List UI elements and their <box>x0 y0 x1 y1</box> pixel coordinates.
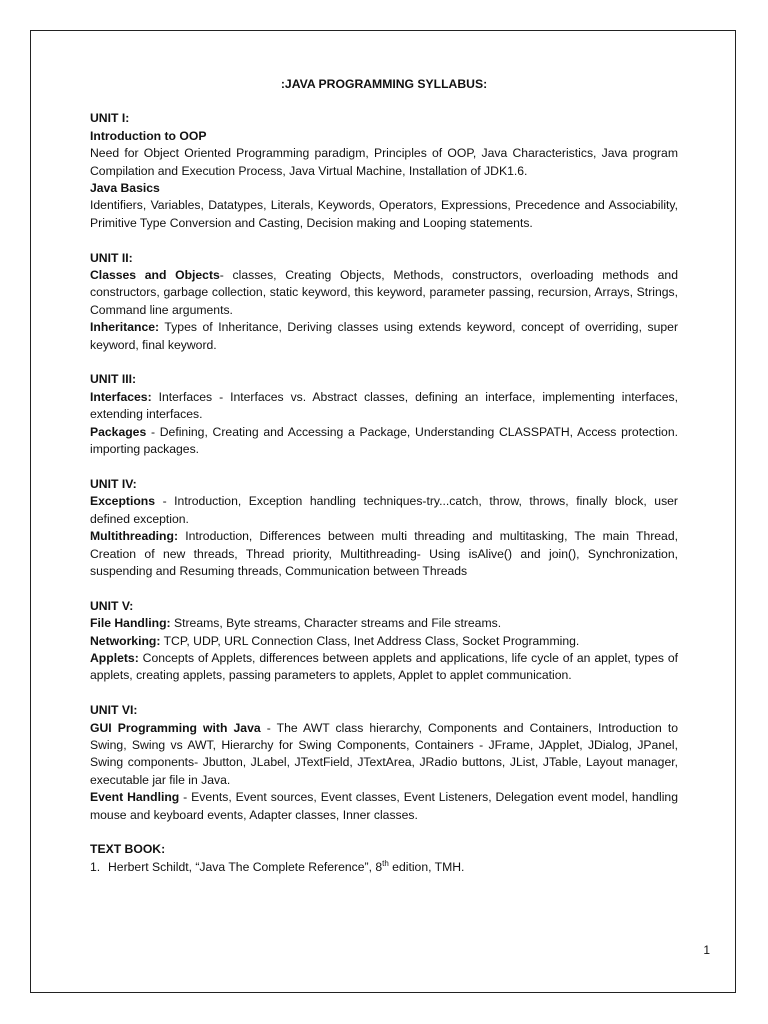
textbook-item-number: 1. <box>90 859 101 874</box>
textbook-citation: Herbert Schildt, “Java The Complete Reference”, 8 <box>108 859 383 874</box>
section-gui-programming <box>90 720 678 790</box>
section-label: Classes and Objects <box>90 268 220 283</box>
textbook-citation-end: edition, TMH. <box>388 859 465 874</box>
section-label: Inheritance: <box>90 320 160 335</box>
section-label: Multithreading: <box>90 529 179 544</box>
unit-heading: UNIT V: <box>90 598 134 613</box>
unit-6 <box>90 702 678 824</box>
section-multithreading <box>90 528 678 580</box>
textbook-section <box>90 841 678 876</box>
section-inheritance <box>90 319 678 354</box>
section-label: File Handling: <box>90 616 171 631</box>
textbook-heading: TEXT BOOK: <box>90 842 166 857</box>
section-text: Introduction, Differences between multi threading and multitasking, The main Thread, Creation of new threads, Thread priority, Multithreading- Using isAlive() and join(), Synchronization, suspending and Resuming threads, Communication between Threads <box>90 529 678 578</box>
section-classes-objects <box>90 267 678 319</box>
syllabus-content <box>90 76 678 876</box>
section-text: TCP, UDP, URL Connection Class, Inet Address Class, Socket Programming. <box>160 633 580 648</box>
unit-heading: UNIT I: <box>90 111 130 126</box>
page-number: 1 <box>703 943 710 957</box>
section-label: GUI Programming with Java <box>90 720 261 735</box>
section-text: - Defining, Creating and Accessing a Package, Understanding CLASSPATH, Access protection. importing packages. <box>90 424 678 457</box>
section-text: Streams, Byte streams, Character streams and File streams. <box>170 616 502 631</box>
section-text: - The AWT class hierarchy, Components and Containers, Introduction to Swing, Swing vs AWT, Hierarchy for Swing Components, Containers - JFrame, JApplet, JDialog, JPanel, Swing components- Jbutton, JLabel, JTextField, JTextArea, JRadio buttons, JList, JTable, Layout manager, executable jar file in Java. <box>90 720 678 787</box>
section-networking <box>90 633 678 650</box>
section-exceptions <box>90 493 678 528</box>
section-interfaces <box>90 389 678 424</box>
section-applets <box>90 650 678 685</box>
section-packages <box>90 424 678 459</box>
section-label: Packages <box>90 424 147 439</box>
section-text-intro-oop: Need for Object Oriented Programming paradigm, Principles of OOP, Java Characteristics, Java program Compilation and Execution Process, Java Virtual Machine, Installation of JDK1.6. <box>90 146 678 178</box>
section-text: - classes, Creating Objects, Methods, constructors, overloading methods and constructors, garbage collection, static keyword, this keyword, parameter passing, recursion, Arrays, Strings, Command line arguments. <box>90 268 678 317</box>
unit-heading: UNIT VI: <box>90 703 138 718</box>
section-event-handling <box>90 789 678 824</box>
unit-heading: UNIT III: <box>90 372 137 387</box>
section-text: Types of Inheritance, Deriving classes using extends keyword, concept of overriding, super keyword, final keyword. <box>90 320 678 352</box>
section-text: Interfaces - Interfaces vs. Abstract classes, defining an interface, implementing interfaces, extending interfaces. <box>90 389 678 422</box>
section-text-java-basics: Identifiers, Variables, Datatypes, Literals, Keywords, Operators, Expressions, Precedence and Associability, Primitive Type Conversion and Casting, Decision making and Looping statements. <box>90 198 678 230</box>
section-text: - Introduction, Exception handling techniques-try...catch, throw, throws, finally block, user defined exception. <box>90 494 678 526</box>
textbook-item <box>90 859 678 876</box>
page-title: :JAVA PROGRAMMING SYLLABUS: <box>280 77 488 91</box>
section-heading-java-basics: Java Basics <box>90 181 160 196</box>
unit-3 <box>90 371 678 458</box>
unit-4 <box>90 476 678 580</box>
section-label: Exceptions <box>90 494 156 509</box>
unit-5 <box>90 598 678 685</box>
unit-heading: UNIT IV: <box>90 476 137 491</box>
section-heading-intro-oop: Introduction to OOP <box>90 128 207 143</box>
unit-1 <box>90 110 678 232</box>
section-label: Event Handling <box>90 790 180 805</box>
section-label: Networking: <box>90 633 161 648</box>
unit-heading: UNIT II: <box>90 250 133 265</box>
textbook-item-text <box>108 859 464 876</box>
section-text: Concepts of Applets, differences between applets and applications, life cycle of an applet, types of applets, creating applets, passing parameters to applets, Applet to applet communication. <box>90 650 678 683</box>
section-label: Interfaces: <box>90 389 152 404</box>
edition-superscript: th <box>382 858 389 868</box>
section-file-handling <box>90 615 678 632</box>
section-label: Applets: <box>90 650 139 665</box>
unit-2 <box>90 250 678 354</box>
section-text: - Events, Event sources, Event classes, Event Listeners, Delegation event model, handling mouse and keyboard events, Adapter classes, Inner classes. <box>90 790 678 822</box>
